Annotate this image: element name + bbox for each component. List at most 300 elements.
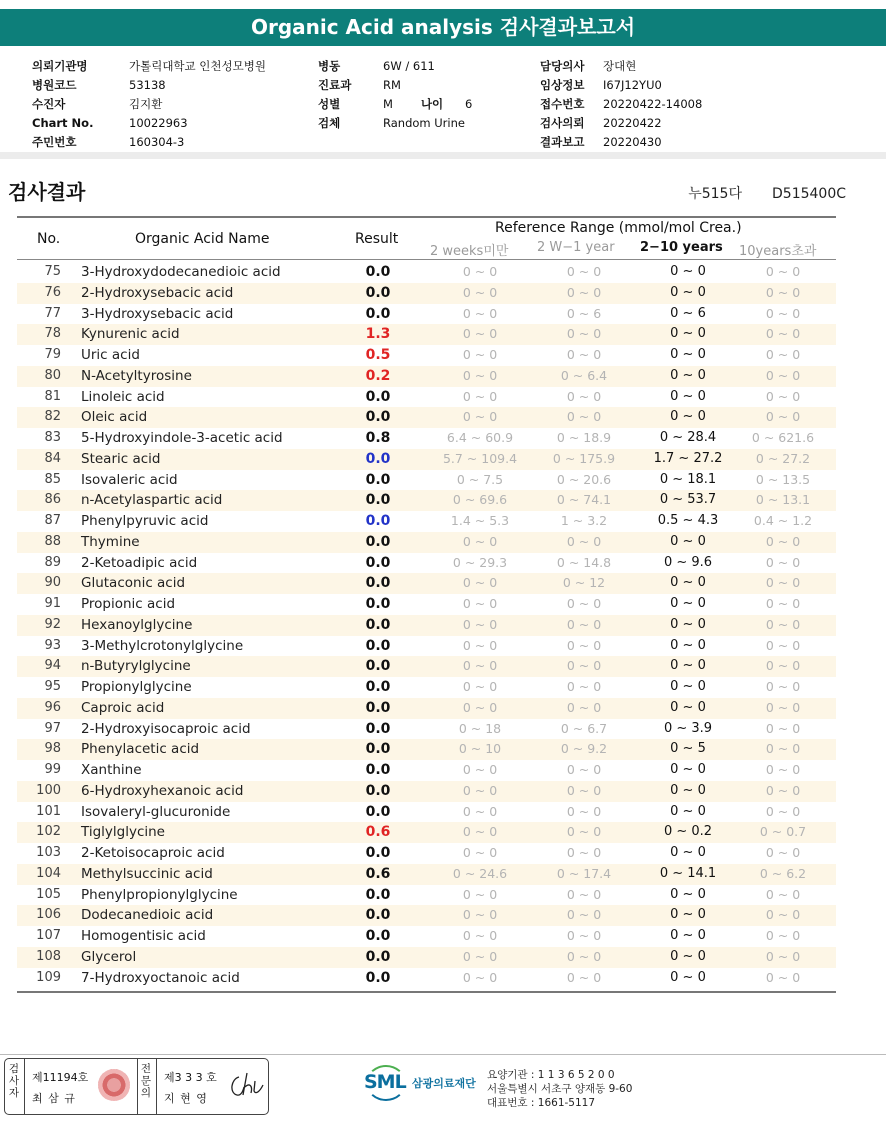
ref-2-10y: 0 ~ 9.6 xyxy=(663,554,713,570)
row-number: 82 xyxy=(44,409,61,425)
institution-code: 요양기관 : 1 1 3 6 5 2 0 0 xyxy=(487,1069,615,1081)
acid-name: Oleic acid xyxy=(81,409,148,426)
ref-2w-1y: 0 ~ 17.4 xyxy=(556,865,612,881)
info-label: 진료과 xyxy=(318,78,352,92)
acid-name: 2-Ketoadipic acid xyxy=(81,554,198,571)
ref-2w-1y: 0 ~ 6.4 xyxy=(560,367,608,383)
ref-2w-1y: 0 ~ 0 xyxy=(566,699,602,715)
section-title: 검사결과 xyxy=(8,180,86,204)
result-value: 0.0 xyxy=(365,658,391,675)
ref-2-10y: 0 ~ 0 xyxy=(670,658,706,674)
ref-2w-1y: 0 ~ 0 xyxy=(566,928,602,943)
table-row xyxy=(17,283,836,304)
patient-info-left xyxy=(32,57,266,152)
ref-under-2w: 0 ~ 0 xyxy=(462,699,498,715)
ref-under-2w: 0 ~ 0 xyxy=(462,824,498,840)
ref-2-10y: 0 ~ 0 xyxy=(670,928,706,943)
result-value: 0.0 xyxy=(365,596,391,612)
ref-under-2w: 0 ~ 0 xyxy=(462,886,498,902)
row-number: 83 xyxy=(44,430,61,445)
result-value: 0.0 xyxy=(365,388,391,405)
ref-2w-1y: 0 ~ 0 xyxy=(566,658,602,674)
ref-2-10y: 0 ~ 28.4 xyxy=(659,430,717,445)
acid-name: Glycerol xyxy=(81,948,137,965)
ref-over-10y: 0 ~ 0 xyxy=(765,637,801,653)
acid-name: Tiglylglycine xyxy=(81,824,165,841)
ref-2w-1y: 0 ~ 0 xyxy=(566,907,602,923)
table-row xyxy=(17,698,836,719)
table-row xyxy=(17,739,836,760)
ref-2w-1y: 0 ~ 0 xyxy=(566,637,602,653)
result-value: 0.0 xyxy=(365,699,391,716)
result-value: 0.0 xyxy=(365,803,391,820)
result-value: 0.0 xyxy=(365,637,391,654)
ref-under-2w: 0 ~ 10 xyxy=(458,741,502,757)
row-number: 87 xyxy=(44,513,61,528)
ref-under-2w: 0 ~ 0 xyxy=(462,264,498,279)
official-seal-icon xyxy=(98,1069,130,1101)
ref-over-10y: 0 ~ 0 xyxy=(765,409,801,425)
ref-under-2w: 0 ~ 0 xyxy=(462,907,498,923)
ref-over-10y: 0 ~ 0 xyxy=(765,948,801,964)
ref-under-2w: 0 ~ 29.3 xyxy=(452,554,508,570)
ref-2w-1y: 0 ~ 0 xyxy=(566,886,602,902)
result-value: 0.0 xyxy=(365,907,391,924)
ref-2w-1y: 1 ~ 3.2 xyxy=(560,513,608,528)
table-row xyxy=(17,304,836,325)
result-value: 0.0 xyxy=(365,305,391,322)
result-value: 0.0 xyxy=(365,741,391,758)
table-row xyxy=(17,968,836,989)
institution-phone: 대표번호 : 1661-5117 xyxy=(487,1097,596,1109)
header-name: Organic Acid Name xyxy=(135,231,270,247)
table-row xyxy=(17,553,836,574)
ref-over-10y: 0 ~ 0 xyxy=(765,284,801,300)
acid-name: Methylsuccinic acid xyxy=(81,865,213,882)
ref-under-2w: 0 ~ 0 xyxy=(462,347,498,362)
acid-name: Dodecanedioic acid xyxy=(81,907,214,924)
logo-text: SML xyxy=(364,1071,406,1093)
signature-box xyxy=(4,1058,269,1115)
table-row xyxy=(17,511,836,532)
ref-2w-1y: 0 ~ 0 xyxy=(566,803,602,819)
divider xyxy=(24,1059,25,1114)
table-row xyxy=(17,449,836,470)
table-bottom-rule xyxy=(17,991,836,993)
header-age-under-2w: 2 weeks미만 xyxy=(430,244,509,259)
ref-2-10y: 0 ~ 0 xyxy=(670,388,706,404)
ref-over-10y: 0 ~ 6.2 xyxy=(759,865,807,881)
table-row xyxy=(17,324,836,345)
row-number: 89 xyxy=(44,554,61,570)
ref-over-10y: 0 ~ 0 xyxy=(765,616,801,632)
ref-2-10y: 0 ~ 53.7 xyxy=(659,492,717,508)
ref-under-2w: 6.4 ~ 60.9 xyxy=(446,430,514,445)
specialist-label: 전문의 xyxy=(140,1063,152,1099)
row-number: 98 xyxy=(44,741,61,757)
ref-2-10y: 0 ~ 3.9 xyxy=(663,720,713,736)
result-value: 0.0 xyxy=(365,575,391,592)
header-age-over-10y: 10years초과 xyxy=(739,244,817,259)
result-value: 0.0 xyxy=(365,492,391,509)
table-header xyxy=(17,218,836,260)
ref-2w-1y: 0 ~ 0 xyxy=(566,326,602,342)
ref-over-10y: 0 ~ 13.5 xyxy=(755,471,811,487)
table-row xyxy=(17,428,836,449)
ref-2-10y: 0 ~ 0 xyxy=(670,803,706,819)
result-value: 0.2 xyxy=(365,367,391,384)
ref-under-2w: 1.4 ~ 5.3 xyxy=(450,513,510,528)
table-row xyxy=(17,926,836,947)
ref-2-10y: 0 ~ 0 xyxy=(670,907,706,923)
result-value: 0.0 xyxy=(365,948,391,965)
org-name: 삼광의료재단 xyxy=(412,1077,476,1090)
ref-2-10y: 0 ~ 0.2 xyxy=(663,824,713,840)
ref-over-10y: 0 ~ 0 xyxy=(765,264,801,279)
info-value: 김지환 xyxy=(129,97,163,111)
result-value: 0.0 xyxy=(365,513,391,529)
ref-over-10y: 0 ~ 0 xyxy=(765,969,801,985)
examiner-license: 제11194호 xyxy=(32,1071,89,1084)
row-number: 76 xyxy=(44,284,61,300)
ref-under-2w: 0 ~ 0 xyxy=(462,409,498,425)
acid-name: 5-Hydroxyindole-3-acetic acid xyxy=(81,430,283,446)
ref-under-2w: 0 ~ 0 xyxy=(462,803,498,819)
ref-2-10y: 0 ~ 0 xyxy=(670,326,706,342)
ref-under-2w: 0 ~ 0 xyxy=(462,388,498,404)
ref-under-2w: 0 ~ 18 xyxy=(458,720,502,736)
row-number: 91 xyxy=(44,596,61,611)
row-number: 106 xyxy=(36,907,61,923)
info-label: 접수번호 xyxy=(540,97,585,111)
ref-over-10y: 0.4 ~ 1.2 xyxy=(753,513,813,528)
ref-2-10y: 0 ~ 0 xyxy=(670,533,706,549)
header-no: No. xyxy=(37,231,61,247)
result-value: 0.0 xyxy=(365,471,391,488)
row-number: 93 xyxy=(44,637,61,653)
footer-divider xyxy=(0,1054,886,1055)
ref-2w-1y: 0 ~ 0 xyxy=(566,533,602,549)
patient-info-right xyxy=(540,57,702,152)
ref-under-2w: 0 ~ 0 xyxy=(462,284,498,300)
ref-2-10y: 0 ~ 0 xyxy=(670,969,706,985)
ref-over-10y: 0 ~ 13.1 xyxy=(755,492,811,508)
info-value: 160304-3 xyxy=(129,135,185,149)
result-value: 0.0 xyxy=(365,450,391,467)
row-number: 81 xyxy=(44,388,61,404)
test-codes xyxy=(688,183,846,203)
row-number: 109 xyxy=(36,969,61,985)
ref-2-10y: 0 ~ 0 xyxy=(670,699,706,715)
ref-under-2w: 0 ~ 0 xyxy=(462,845,498,860)
info-value: 20220422 xyxy=(603,116,662,130)
header-result: Result xyxy=(355,231,399,247)
signature-icon xyxy=(225,1067,265,1101)
ref-2-10y: 0 ~ 0 xyxy=(670,409,706,425)
ref-over-10y: 0 ~ 0 xyxy=(765,367,801,383)
examiner-name: 최 삼 규 xyxy=(32,1092,76,1105)
table-row xyxy=(17,843,836,864)
ref-2-10y: 0 ~ 0 xyxy=(670,284,706,300)
ref-2w-1y: 0 ~ 0 xyxy=(566,845,602,860)
ref-over-10y: 0 ~ 0 xyxy=(765,326,801,342)
table-row xyxy=(17,573,836,594)
report-title: Organic Acid analysis 검사결과보고서 xyxy=(0,9,886,46)
acid-name: 2-Ketoisocaproic acid xyxy=(81,845,225,861)
ref-under-2w: 0 ~ 0 xyxy=(462,658,498,674)
ref-under-2w: 0 ~ 0 xyxy=(462,305,498,321)
ref-over-10y: 0 ~ 0 xyxy=(765,762,801,777)
acid-name: Isovaleric acid xyxy=(81,471,178,488)
ref-2-10y: 0 ~ 0 xyxy=(670,845,706,860)
ref-over-10y: 0 ~ 0 xyxy=(765,845,801,860)
row-number: 75 xyxy=(44,264,61,279)
acid-name: 3-Hydroxysebacic acid xyxy=(81,305,234,322)
ref-2w-1y: 0 ~ 14.8 xyxy=(556,554,612,570)
header-reference-range: Reference Range (mmol/mol Crea.) xyxy=(495,220,742,236)
result-value: 0.6 xyxy=(365,865,391,882)
ref-under-2w: 0 ~ 69.6 xyxy=(452,492,508,508)
info-value: 20220422-14008 xyxy=(603,97,703,111)
ref-2-10y: 0 ~ 14.1 xyxy=(659,865,717,881)
info-value: Random Urine xyxy=(383,116,465,130)
row-number: 84 xyxy=(44,450,61,466)
table-row xyxy=(17,470,836,491)
result-value: 0.0 xyxy=(365,762,391,778)
ref-under-2w: 0 ~ 24.6 xyxy=(452,865,508,881)
acid-name: Glutaconic acid xyxy=(81,575,186,592)
table-row xyxy=(17,885,836,906)
info-label: 임상정보 xyxy=(540,78,585,92)
ref-over-10y: 0 ~ 0 xyxy=(765,575,801,591)
info-value: 53138 xyxy=(129,78,166,92)
result-value: 0.0 xyxy=(365,409,391,426)
ref-under-2w: 0 ~ 7.5 xyxy=(456,471,504,487)
row-number: 101 xyxy=(36,803,61,819)
ref-2w-1y: 0 ~ 0 xyxy=(566,762,602,777)
row-number: 95 xyxy=(44,679,61,694)
ref-2-10y: 0 ~ 0 xyxy=(670,762,706,777)
ref-2-10y: 0 ~ 5 xyxy=(670,741,706,757)
ref-2-10y: 1.7 ~ 27.2 xyxy=(653,450,723,466)
ref-over-10y: 0 ~ 621.6 xyxy=(751,430,815,445)
acid-name: 6-Hydroxyhexanoic acid xyxy=(81,782,244,799)
result-value: 0.0 xyxy=(365,616,391,633)
ref-over-10y: 0 ~ 0 xyxy=(765,679,801,694)
ref-over-10y: 0 ~ 0.7 xyxy=(759,824,807,840)
ref-under-2w: 5.7 ~ 109.4 xyxy=(442,450,518,466)
row-number: 100 xyxy=(36,782,61,798)
table-row xyxy=(17,490,836,511)
ref-2-10y: 0 ~ 0 xyxy=(670,616,706,632)
header-age-2w-1y: 2 W−1 year xyxy=(537,240,615,255)
ref-over-10y: 0 ~ 0 xyxy=(765,720,801,736)
table-row xyxy=(17,262,836,283)
ref-over-10y: 0 ~ 0 xyxy=(765,928,801,943)
acid-name: Thymine xyxy=(81,533,140,550)
result-value: 0.0 xyxy=(365,845,391,861)
acid-name: Homogentisic acid xyxy=(81,928,206,944)
ref-2-10y: 0 ~ 6 xyxy=(670,305,706,321)
row-number: 86 xyxy=(44,492,61,508)
info-label: Chart No. xyxy=(32,116,94,130)
result-value: 0.0 xyxy=(365,782,391,799)
specialist-license: 제3 3 3 호 xyxy=(164,1071,217,1084)
divider xyxy=(137,1059,138,1114)
ref-2-10y: 0 ~ 0 xyxy=(670,347,706,362)
row-number: 85 xyxy=(44,471,61,487)
acid-name: Linoleic acid xyxy=(81,388,165,405)
table-row xyxy=(17,822,836,843)
ref-over-10y: 0 ~ 0 xyxy=(765,305,801,321)
table-row xyxy=(17,760,836,781)
acid-name: Phenylpropionylglycine xyxy=(81,886,238,903)
result-value: 0.6 xyxy=(365,824,391,841)
table-row xyxy=(17,345,836,366)
info-label: 주민번호 xyxy=(32,135,77,149)
divider xyxy=(156,1059,157,1114)
ref-2w-1y: 0 ~ 6 xyxy=(566,305,602,321)
ref-2w-1y: 0 ~ 0 xyxy=(566,347,602,362)
examiner-label: 검사자 xyxy=(8,1063,20,1099)
header-age-2-10y: 2−10 years xyxy=(640,240,723,255)
ref-2-10y: 0 ~ 0 xyxy=(670,367,706,383)
ref-2w-1y: 0 ~ 0 xyxy=(566,616,602,632)
acid-name: Stearic acid xyxy=(81,450,161,467)
ref-2w-1y: 0 ~ 9.2 xyxy=(560,741,608,757)
acid-name: n-Acetylaspartic acid xyxy=(81,492,223,509)
sml-logo xyxy=(364,1065,476,1101)
acid-name: Xanthine xyxy=(81,762,142,778)
info-label: 담당의사 xyxy=(540,59,585,73)
ref-under-2w: 0 ~ 0 xyxy=(462,969,498,985)
row-number: 77 xyxy=(44,305,61,321)
ref-over-10y: 0 ~ 0 xyxy=(765,347,801,362)
ref-over-10y: 0 ~ 0 xyxy=(765,658,801,674)
result-value: 0.0 xyxy=(365,720,391,737)
result-value: 0.0 xyxy=(365,969,391,986)
ref-over-10y: 0 ~ 0 xyxy=(765,533,801,549)
ref-2-10y: 0 ~ 0 xyxy=(670,782,706,798)
institution-info xyxy=(487,1068,632,1110)
info-value: 10022963 xyxy=(129,116,188,130)
acid-name: Phenylacetic acid xyxy=(81,741,200,758)
table-row xyxy=(17,947,836,968)
info-value: 6W / 611 xyxy=(383,59,435,73)
ref-2w-1y: 0 ~ 18.9 xyxy=(556,430,612,445)
acid-name: Kynurenic acid xyxy=(81,326,180,343)
table-body xyxy=(17,260,836,991)
table-row xyxy=(17,532,836,553)
ref-2-10y: 0 ~ 0 xyxy=(670,948,706,964)
info-label: 병원코드 xyxy=(32,78,77,92)
table-row xyxy=(17,864,836,885)
row-number: 103 xyxy=(36,845,61,860)
ref-2-10y: 0 ~ 0 xyxy=(670,575,706,591)
ref-under-2w: 0 ~ 0 xyxy=(462,782,498,798)
age-label: 나이 xyxy=(420,97,444,111)
acid-name: Phenylpyruvic acid xyxy=(81,513,209,529)
acid-name: Isovaleryl-glucuronide xyxy=(81,803,231,820)
row-number: 88 xyxy=(44,533,61,549)
info-value: M xyxy=(383,97,393,111)
patient-info-middle xyxy=(318,57,472,133)
info-value: I67J12YU0 xyxy=(603,78,662,92)
specialist-name: 지 현 영 xyxy=(164,1092,208,1105)
ref-2-10y: 0.5 ~ 4.3 xyxy=(657,513,719,528)
ref-under-2w: 0 ~ 0 xyxy=(462,679,498,694)
acid-name: 7-Hydroxyoctanoic acid xyxy=(81,969,240,986)
result-value: 0.0 xyxy=(365,264,391,280)
ref-over-10y: 0 ~ 0 xyxy=(765,886,801,902)
ref-2-10y: 0 ~ 18.1 xyxy=(659,471,717,487)
table-row xyxy=(17,802,836,823)
row-number: 96 xyxy=(44,699,61,715)
row-number: 107 xyxy=(36,928,61,943)
ref-2w-1y: 0 ~ 20.6 xyxy=(556,471,612,487)
ref-2w-1y: 0 ~ 6.7 xyxy=(560,720,608,736)
acid-name: Uric acid xyxy=(81,347,140,363)
acid-name: n-Butyrylglycine xyxy=(81,658,191,675)
acid-name: Propionic acid xyxy=(81,596,176,612)
row-number: 94 xyxy=(44,658,61,674)
ref-2w-1y: 0 ~ 0 xyxy=(566,264,602,279)
acid-name: Caproic acid xyxy=(81,699,165,716)
ref-2w-1y: 0 ~ 0 xyxy=(566,679,602,694)
acid-name: 2-Hydroxyisocaproic acid xyxy=(81,720,251,737)
info-label: 검사의뢰 xyxy=(540,116,585,130)
result-value: 0.0 xyxy=(365,928,391,944)
ref-2-10y: 0 ~ 0 xyxy=(670,886,706,902)
table-row xyxy=(17,636,836,657)
table-row xyxy=(17,407,836,428)
ref-under-2w: 0 ~ 0 xyxy=(462,575,498,591)
acid-name: 2-Hydroxysebacic acid xyxy=(81,284,234,301)
ref-2w-1y: 0 ~ 0 xyxy=(566,969,602,985)
ref-over-10y: 0 ~ 0 xyxy=(765,699,801,715)
institution-address: 서울특별시 서초구 양재동 9-60 xyxy=(487,1083,633,1095)
info-value: 장대현 xyxy=(603,59,637,73)
table-row xyxy=(17,387,836,408)
acid-name: 3-Methylcrotonylglycine xyxy=(81,637,244,654)
sml-logo-icon xyxy=(364,1065,408,1101)
result-value: 0.5 xyxy=(365,347,391,363)
ref-over-10y: 0 ~ 0 xyxy=(765,907,801,923)
info-label: 검체 xyxy=(318,116,341,130)
result-value: 0.0 xyxy=(365,679,391,695)
result-value: 0.8 xyxy=(365,430,391,446)
acid-name: Hexanoylglycine xyxy=(81,616,193,633)
ref-over-10y: 0 ~ 27.2 xyxy=(755,450,811,466)
row-number: 78 xyxy=(44,326,61,342)
ref-2w-1y: 0 ~ 0 xyxy=(566,824,602,840)
result-value: 0.0 xyxy=(365,284,391,301)
table-row xyxy=(17,677,836,698)
ref-over-10y: 0 ~ 0 xyxy=(765,782,801,798)
ref-2w-1y: 0 ~ 0 xyxy=(566,782,602,798)
ref-under-2w: 0 ~ 0 xyxy=(462,367,498,383)
ref-under-2w: 0 ~ 0 xyxy=(462,533,498,549)
result-value: 0.0 xyxy=(365,554,391,571)
ref-2w-1y: 0 ~ 0 xyxy=(566,409,602,425)
table-row xyxy=(17,905,836,926)
age-value: 6 xyxy=(464,97,473,111)
table-row xyxy=(17,615,836,636)
section-divider xyxy=(0,152,886,159)
info-value: 가톨릭대학교 인천성모병원 xyxy=(129,59,266,73)
acid-name: Propionylglycine xyxy=(81,679,192,695)
info-label: 의뢰기관명 xyxy=(32,59,88,73)
